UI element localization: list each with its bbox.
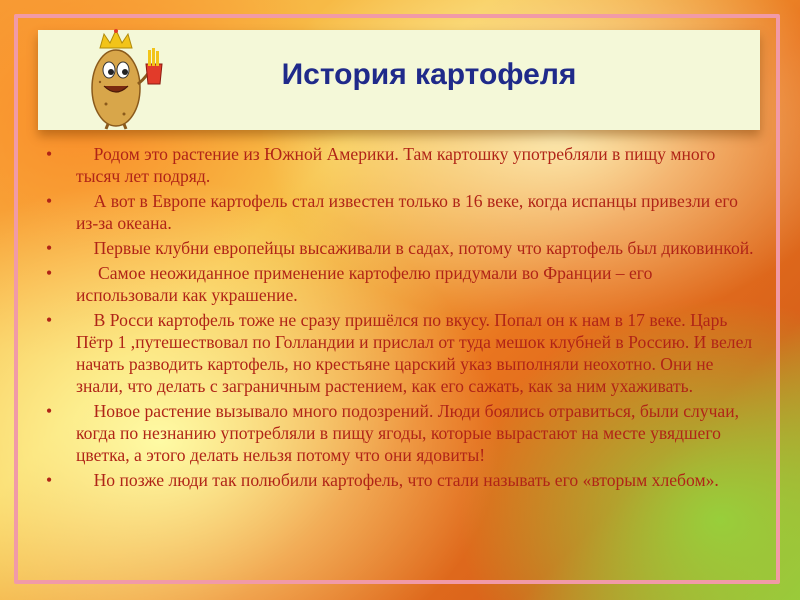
list-item: [46, 143, 758, 187]
bullet-marker: •: [46, 191, 53, 211]
list-item-text: Родом это растение из Южной Америки. Там картошку употребляли в пищу много тысяч лет подряд.: [76, 144, 720, 186]
bullet-marker: •: [46, 238, 53, 258]
list-item-text: Но позже люди так полюбили картофель, что стали называть его «вторым хлебом».: [76, 470, 719, 490]
potato-king-mascot-icon: [78, 26, 174, 130]
list-item: [46, 309, 758, 397]
slide-title: История картофеля: [281, 58, 577, 91]
list-item: [46, 237, 758, 259]
list-item-text: В Росси картофель тоже не сразу пришёлся по вкусу. Попал он к нам в 17 веке. Царь Пётр 1 ,путешествовал по Голландии и прислал от туда мешок клубней в Россию. И велел начать разводить картофель, но крестьяне царский указ выполняли неохотно. Они не знали, что делать с заграничным растением, как его сажать, как за ним ухаживать.: [76, 310, 757, 396]
bullet-marker: •: [46, 263, 53, 283]
list-item: [46, 400, 758, 466]
list-item-text: Самое неожиданное применение картофелю придумали во Франции – его использовали как украшение.: [76, 263, 657, 305]
list-item-text: А вот в Европе картофель стал известен только в 16 веке, когда испанцы привезли его из-за океана.: [76, 191, 743, 233]
list-item: [46, 262, 758, 306]
bullet-marker: •: [46, 470, 53, 490]
bullet-marker: •: [46, 310, 53, 330]
list-item-text: Новое растение вызывало много подозрений. Люди боялись отравиться, были случаи, когда по незнанию употребляли в пищу ягоды, которые вырастают на месте увядшего цветка, а этого делать нельзя потому что они ядовиты!: [76, 401, 744, 465]
bullet-list: [46, 143, 758, 494]
list-item-text: Первые клубни европейцы высаживали в садах, потому что картофель был диковинкой.: [76, 238, 754, 258]
list-item: [46, 469, 758, 491]
list-item: [46, 190, 758, 234]
bullet-marker: •: [46, 144, 53, 164]
bullet-marker: •: [46, 401, 53, 421]
